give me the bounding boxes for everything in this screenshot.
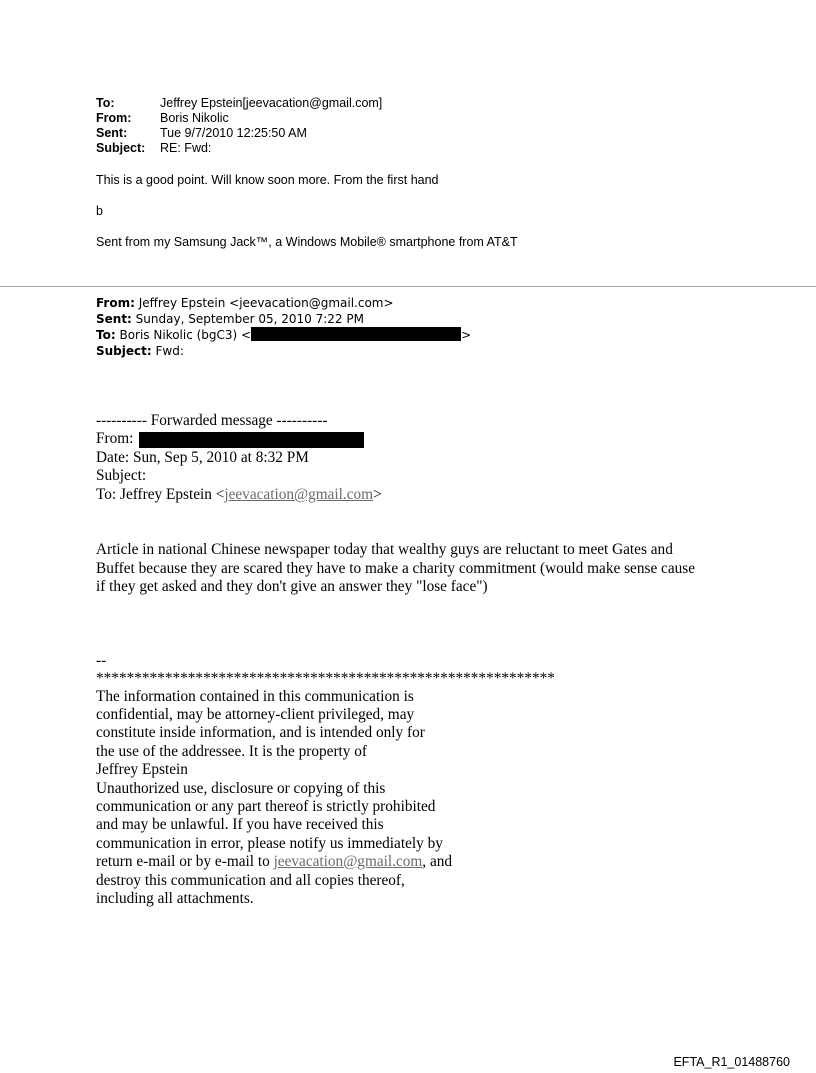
sent-value: Tue 9/7/2010 12:25:50 AM [160,126,307,140]
disclaimer-email-link[interactable]: jeevacation@gmail.com [273,853,423,870]
disclaimer-line: confidential, may be attorney-client privileged, may [96,706,415,723]
disclaimer-line: Jeffrey Epstein [96,761,188,778]
disclaimer-line: and may be unlawful. If you have received this [96,816,384,833]
forwarded-date: Date: Sun, Sep 5, 2010 at 8:32 PM [96,449,309,466]
original-sent-row [96,312,471,328]
mobile-signature: Sent from my Samsung Jack™, a Windows Mobile® smartphone from AT&T [96,235,518,249]
from-label: From: [96,111,132,125]
original-from-label: From: [96,296,135,310]
reply-body-line: This is a good point. Will know soon more. From the first hand [96,173,439,187]
subject-label: Subject: [96,141,146,155]
original-to-end: > [461,328,472,342]
disclaimer-line: The information contained in this communication is [96,688,414,705]
forwarded-from-row [96,430,133,448]
disclaimer-line: constitute inside information, and is intended only for [96,724,425,741]
original-subject-label: Subject: [96,343,152,358]
reply-to-row [96,96,382,111]
subject-value: RE: Fwd: [160,141,212,155]
article-line: Article in national Chinese newspaper today that wealthy guys are reluctant to meet Gates and [96,541,673,558]
redaction-bar [139,432,364,448]
redaction-bar [251,327,461,341]
original-to-label: To: [96,328,116,342]
document-id: EFTA_R1_01488760 [673,1055,790,1069]
original-sent-value: Sunday, September 05, 2010 7:22 PM [131,311,364,326]
article-line: if they get asked and they don't give an answer they "lose face") [96,578,488,595]
original-subject-value: Fwd: [151,343,184,358]
forwarded-to-row [96,486,382,504]
forwarded-from-label: From: [96,430,134,447]
reply-from-row [96,111,382,126]
disclaimer-line: communication in error, please notify us immediately by [96,835,443,852]
disclaimer-return-prefix: return e-mail or by e-mail to [96,853,274,870]
original-from-row [96,296,471,312]
original-sent-label: Sent: [96,311,132,326]
to-label: To: [96,96,115,110]
disclaimer-line: including all attachments. [96,890,254,907]
from-value: Boris Nikolic [160,111,229,125]
forwarded-to-email-link[interactable]: jeevacation@gmail.com [224,486,374,503]
forwarded-to-suffix: > [373,486,382,503]
disclaimer-return-suffix: , and [422,853,453,870]
original-to-value: Boris Nikolic (bgC3) < [115,328,252,342]
signature-dashes: -- [96,652,107,669]
reply-sent-row [96,126,382,141]
message-divider [0,286,816,287]
forwarded-subject: Subject: [96,467,147,484]
original-to-row [96,327,471,344]
disclaimer-line: destroy this communication and all copies thereof, [96,872,405,889]
disclaimer-line: communication or any part thereof is strictly prohibited [96,798,436,815]
original-subject-row [96,344,471,360]
sent-label: Sent: [96,126,128,140]
original-header [96,296,471,359]
disclaimer-line: Unauthorized use, disclosure or copying of this [96,780,386,797]
forwarded-to-prefix: To: Jeffrey Epstein < [96,486,225,503]
forwarded-divider: ---------- Forwarded message ---------- [96,412,328,429]
to-value: Jeffrey Epstein[jeevacation@gmail.com] [160,96,383,110]
disclaimer-return-row [96,853,452,871]
original-from-value: Jeffrey Epstein <jeevacation@gmail.com> [134,296,394,310]
reply-header [96,96,382,156]
stars-divider: ************************************************************ [96,670,555,687]
reply-subject-row [96,141,382,156]
disclaimer-line: the use of the addressee. It is the property of [96,743,368,760]
article-line: Buffet because they are scared they have to make a charity commitment (would make sense cause [96,560,696,577]
reply-initial: b [96,204,103,218]
